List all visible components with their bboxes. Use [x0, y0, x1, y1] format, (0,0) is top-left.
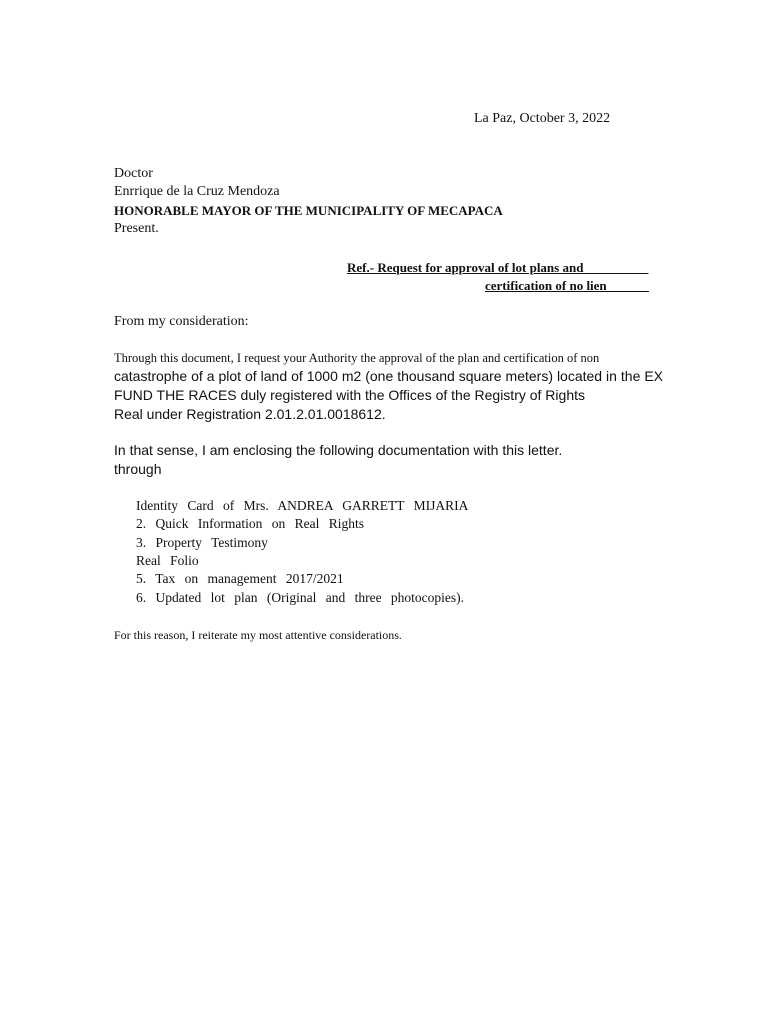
- body-p1-line1: Through this document, I request your Authority the approval of the plan and certification of non: [114, 351, 600, 365]
- reference-line-2: [485, 277, 649, 295]
- recipient-name: Enrrique de la Cruz Mendoza: [114, 184, 280, 199]
- reference-fill-1: [583, 260, 648, 275]
- list-item: Real Folio: [136, 553, 199, 568]
- list-item: 3. Property Testimony: [136, 535, 268, 550]
- body-p2-line2: through: [114, 461, 162, 477]
- reference-line-1: [347, 259, 648, 277]
- body-p1-line2: catastrophe of a plot of land of 1000 m2 (one thousand square meters) located in the EX: [114, 368, 663, 384]
- list-item: 6. Updated lot plan (Original and three photocopies).: [136, 590, 465, 605]
- salutation: From my consideration:: [114, 314, 249, 329]
- list-item: 2. Quick Information on Real Rights: [136, 516, 364, 531]
- reference-fill-2: [607, 278, 649, 293]
- reference-text-2: certification of no lien: [485, 278, 607, 293]
- body-p1-line3: FUND THE RACES duly registered with the Offices of the Registry of Rights: [114, 387, 585, 403]
- body-p1-line4: Real under Registration 2.01.2.01.0018612.: [114, 406, 386, 422]
- recipient-present: Present.: [114, 221, 159, 236]
- list-item: Identity Card of Mrs. ANDREA GARRETT MIJARIA: [136, 498, 469, 513]
- list-item: 5. Tax on management 2017/2021: [136, 571, 344, 586]
- body-p2-line1: In that sense, I am enclosing the following documentation with this letter.: [114, 442, 563, 458]
- recipient-office: HONORABLE MAYOR OF THE MUNICIPALITY OF MECAPACA: [114, 203, 503, 218]
- recipient-title: Doctor: [114, 166, 153, 181]
- closing-line: For this reason, I reiterate my most attentive considerations.: [114, 628, 402, 642]
- date-line: La Paz, October 3, 2022: [474, 111, 611, 126]
- reference-text-1: Ref.- Request for approval of lot plans and: [347, 260, 584, 275]
